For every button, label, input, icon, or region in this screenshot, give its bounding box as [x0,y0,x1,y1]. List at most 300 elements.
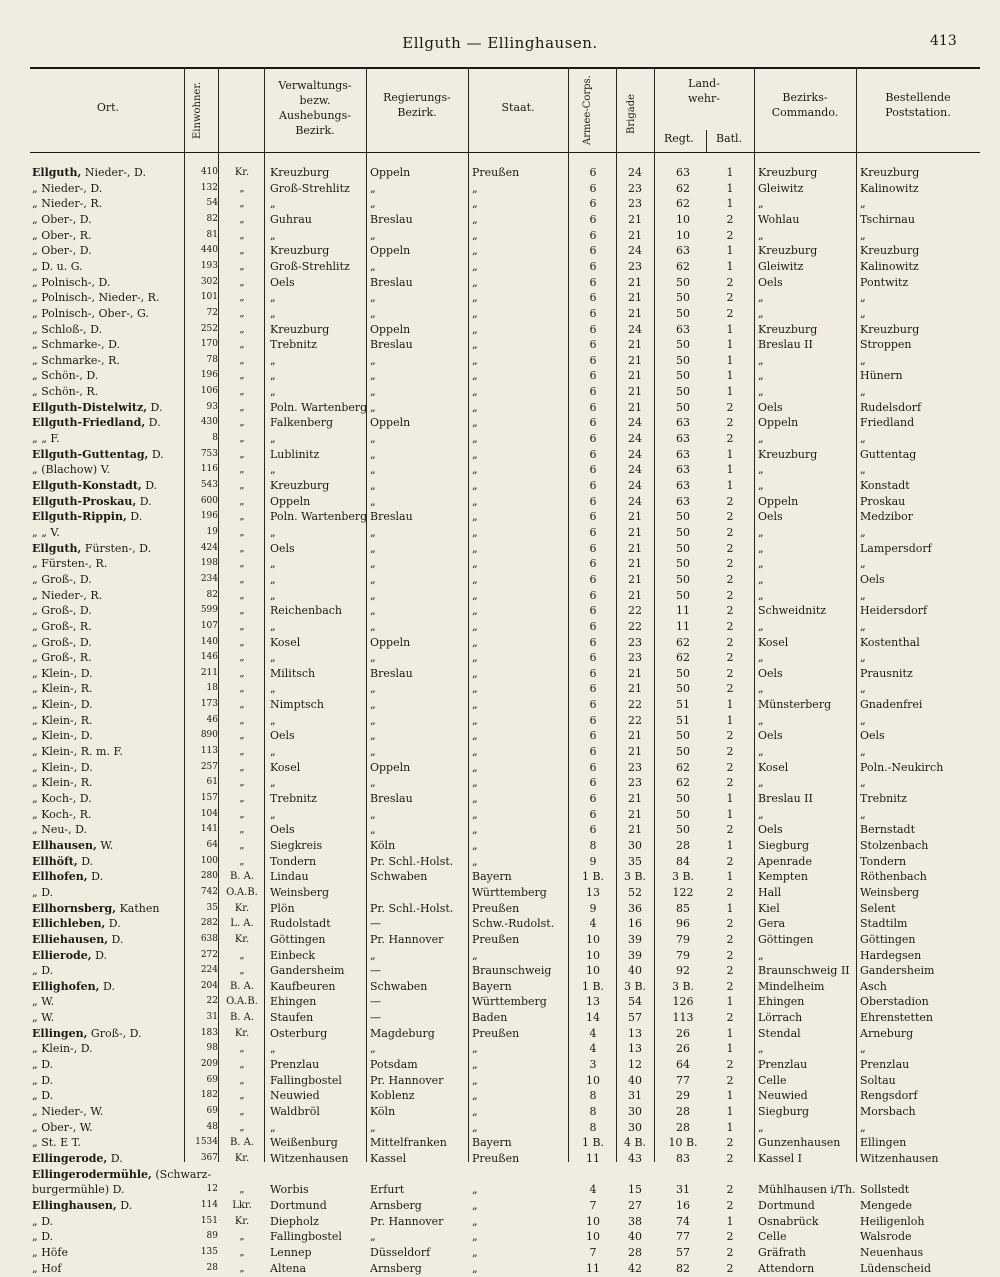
cell-cmd: „ [758,651,764,665]
cell-brig: 39 [628,932,642,946]
cell-post: Ellingen [860,1136,907,1150]
cell-place: „ Klein-, D. [32,698,93,712]
cell-corps: 6 [589,432,597,446]
cell-reg: „ [370,494,376,508]
cell-batl: 2 [726,932,734,946]
cell-place: „ Schmarke-, R. [32,353,120,367]
cell-kind: „ [239,620,245,632]
cell-post: Stolzenbach [860,838,929,852]
cell-pop: 182 [200,1090,218,1101]
table-row [0,227,1000,244]
cell-pop: 135 [200,1246,218,1257]
table-row [0,367,1000,384]
cell-corps: 11 [586,1151,600,1165]
cell-state: „ [472,306,478,320]
cell-cmd: Oels [758,666,783,680]
table-row [0,524,1000,541]
cell-state: „ [472,1198,478,1212]
cell-district: Falkenberg [270,416,334,430]
cell-state: „ [472,760,478,774]
cell-brig: 23 [628,776,642,790]
cell-post: „ [860,1042,866,1056]
cell-cmd: Celle [758,1073,787,1087]
table-row [0,540,1000,557]
cell-place: „ Klein-, R. m. F. [32,745,123,759]
cell-reg: „ [370,1120,376,1134]
table-row [0,493,1000,510]
cell-district: Fallingbostel [270,1230,342,1244]
cell-reg: — [370,917,381,931]
cell-state: „ [472,1120,478,1134]
cell-reg: „ [370,228,376,242]
cell-pop: 132 [200,182,218,193]
cell-pop: 302 [200,276,218,287]
cell-kind: L. A. [230,918,254,930]
cell-regt: 122 [672,885,694,899]
cell-reg: „ [370,572,376,586]
cell-regt: 77 [676,1230,690,1244]
place-main-name: Ellichleben, [32,917,106,931]
cell-brig: 31 [628,1089,642,1103]
cell-reg: „ [370,745,376,759]
cell-district: Prenzlau [270,1058,320,1072]
cell-reg: Breslau [370,275,413,289]
cell-district: „ [270,525,276,539]
cell-batl: 2 [726,917,734,931]
cell-state: Bayern [472,979,512,993]
header-staat: Staat. [501,101,535,114]
table-row [0,1087,1000,1104]
cell-cmd: Hall [758,885,782,899]
table-row [0,868,1000,885]
cell-brig: 21 [628,275,642,289]
table-row [0,195,1000,212]
cell-batl: 1 [726,181,734,195]
cell-district: Worbis [270,1183,309,1197]
cell-state: „ [472,713,478,727]
cell-regt: 16 [676,1198,690,1212]
table-row [0,587,1000,604]
cell-pop: 234 [200,573,218,584]
cell-cmd: Lörrach [758,1011,803,1025]
cell-place: „ Klein-, D. [32,729,93,743]
cell-state: „ [472,400,478,414]
cell-cmd: Prenzlau [758,1058,808,1072]
cell-cmd: Braunschweig II [758,964,850,978]
cell-corps: 6 [589,166,597,179]
cell-regt: 50 [676,745,690,759]
place-main-name: Ellguth, [32,166,82,179]
cell-regt: 63 [676,494,690,508]
cell-place: „ Klein-, R. [32,682,93,696]
cell-regt: 62 [676,651,690,665]
cell-cmd: Kreuzburg [758,447,818,461]
cell-district: Neuwied [270,1089,320,1103]
cell-district: Oels [270,275,295,289]
cell-post: Tschirnau [860,212,915,226]
cell-cmd: Celle [758,1230,787,1244]
cell-brig: 21 [628,369,642,383]
cell-place: „ D. [32,1230,54,1244]
cell-batl: 1 [726,1120,734,1134]
cell-place: „ D. [32,1214,54,1228]
cell-post: Stroppen [860,338,912,352]
cell-post: „ [860,588,866,602]
header-brigade: Brigade [626,94,637,135]
cell-reg: Magdeburg [370,1026,435,1040]
cell-corps: 6 [589,572,597,586]
cell-pop: 22 [206,996,218,1007]
cell-state: Bayern [472,870,512,884]
table-row [0,1166,1000,1183]
cell-district: Kosel [270,760,301,774]
cell-regt: 63 [676,479,690,492]
cell-state: „ [472,823,478,837]
landwehr-sub-divider [706,130,707,152]
table-row [0,1056,1000,1073]
cell-place: „ Groß-, R. [32,651,92,665]
cell-regt: 63 [676,416,690,430]
cell-regt: 85 [676,901,690,915]
cell-place: „ Polnisch-, D. [32,275,111,289]
cell-post: Kreuzburg [860,166,920,179]
cell-post: Hünern [860,369,903,383]
cell-reg: „ [370,557,376,571]
cell-brig: 24 [628,166,642,179]
cell-post: „ [860,228,866,242]
place-suffix: D. [108,932,124,946]
place-main-name: Ellhornsberg, [32,901,117,915]
cell-cmd: Ehingen [758,995,805,1009]
cell-kind: „ [239,965,245,977]
cell-regt: 28 [676,1105,690,1118]
running-head: Ellguth — Ellinghausen. [402,34,598,52]
cell-corps: 6 [589,181,597,195]
cell-place [32,853,184,870]
cell-place [32,477,184,494]
cell-district: Waldbröl [270,1105,320,1118]
table-row [0,790,1000,807]
cell-state: „ [472,338,478,352]
cell-reg: Breslau [370,792,413,805]
cell-kind: „ [239,1231,245,1243]
cell-state: „ [472,1261,478,1275]
cell-batl: 1 [726,1026,734,1040]
cell-brig: 27 [628,1198,642,1212]
cell-state: „ [472,635,478,649]
table-row [0,962,1000,979]
cell-post: Prenzlau [860,1058,910,1072]
cell-kind: „ [239,1090,245,1102]
cell-reg: „ [370,385,376,399]
cell-cmd: Kreuzburg [758,322,818,336]
place-suffix: Groß-, D. [87,1026,142,1040]
cell-regt: 62 [676,760,690,774]
cell-brig: 21 [628,228,642,242]
cell-brig: 21 [628,338,642,352]
table-row [0,1025,1000,1042]
cell-pop: 252 [200,323,218,334]
cell-kind: „ [239,573,245,585]
cell-brig: 22 [628,604,642,618]
cell-brig: 23 [628,635,642,649]
cell-reg: „ [370,604,376,618]
cell-kind: „ [239,777,245,789]
cell-state: „ [472,369,478,383]
cell-place [32,1166,212,1183]
cell-post: „ [860,776,866,790]
cell-post: Kalinowitz [860,259,919,273]
table-row [0,305,1000,322]
cell-cmd: „ [758,619,764,633]
cell-pop: 280 [200,871,218,882]
cell-kind: „ [239,855,245,867]
cell-place: „ Ober-, D. [32,244,92,258]
cell-brig: 21 [628,823,642,837]
cell-batl: 1 [726,385,734,399]
cell-post: Ehrenstetten [860,1011,933,1025]
cell-regt: 28 [676,838,690,852]
cell-post: „ [860,713,866,727]
cell-reg: — [370,964,381,978]
cell-reg: „ [370,1042,376,1056]
cell-district: „ [270,588,276,602]
cell-place: „ Nieder-, W. [32,1105,104,1118]
cell-cmd: „ [758,588,764,602]
cell-kind: „ [239,417,245,429]
cell-state: Württemberg [472,995,547,1009]
place-main-name: Ellighofen, [32,979,100,993]
cell-corps: 6 [589,619,597,633]
table-row [0,634,1000,651]
cell-kind: „ [239,1074,245,1086]
cell-corps: 6 [589,291,597,305]
cell-post: „ [860,385,866,399]
cell-corps: 6 [589,369,597,383]
cell-brig: 23 [628,760,642,774]
cell-district: Ehingen [270,995,317,1009]
cell-reg: Oppeln [370,416,411,430]
cell-corps: 6 [589,338,597,352]
cell-corps: 4 [589,917,597,931]
header-batl: Batl. [716,132,743,145]
cell-corps: 8 [589,1105,597,1118]
cell-state: „ [472,275,478,289]
place-main-name: Ellierode, [32,948,92,962]
cell-place: „ Groß-, D. [32,635,92,649]
cell-batl: 2 [726,510,734,524]
cell-pop: 599 [200,605,218,616]
cell-district: Plön [270,901,295,915]
cell-reg: „ [370,651,376,665]
cell-batl: 1 [726,338,734,352]
cell-reg: — [370,995,381,1009]
page-number: 413 [930,33,957,49]
cell-cmd: „ [758,353,764,367]
cell-corps: 6 [589,682,597,696]
cell-place: „ Schön-, R. [32,385,99,399]
cell-state: „ [472,181,478,195]
place-suffix: D. [126,510,143,524]
cell-kind: „ [239,667,245,679]
cell-regt: 51 [676,713,690,727]
cell-place: „ D. [32,885,54,899]
cell-cmd: Siegburg [758,1105,810,1118]
cell-kind: „ [239,683,245,695]
cell-pop: 100 [200,855,218,866]
cell-cmd: „ [758,682,764,696]
place-suffix: Nieder-, D. [81,166,146,179]
cell-cmd: „ [758,948,764,962]
cell-state: „ [472,557,478,571]
cell-corps: 6 [589,713,597,727]
cell-corps: 6 [589,212,597,226]
cell-corps: 9 [589,854,597,868]
cell-brig: 24 [628,463,642,477]
cell-kind: „ [239,370,245,382]
cell-state: „ [472,854,478,868]
cell-state: „ [472,228,478,242]
cell-cmd: Dortmund [758,1198,815,1212]
place-suffix: D. [107,1151,123,1165]
cell-state: „ [472,1073,478,1087]
cell-post: Oels [860,729,885,743]
table-row [0,743,1000,760]
cell-state: „ [472,432,478,446]
cell-reg: „ [370,698,376,712]
cell-batl: 1 [726,838,734,852]
cell-pop: 742 [200,886,218,897]
cell-brig: 24 [628,479,642,492]
cell-state: „ [472,838,478,852]
cell-pop: 367 [200,1152,218,1163]
cell-regt: 63 [676,166,690,179]
cell-reg: „ [370,447,376,461]
cell-regt: 3 B. [671,870,695,884]
cell-cmd: „ [758,479,764,492]
cell-pop: 82 [206,213,218,224]
cell-district: Rudolstadt [270,917,331,931]
cell-post: „ [860,525,866,539]
cell-corps: 6 [589,651,597,665]
cell-place: „ Groß-, R. [32,619,92,633]
table-row [0,993,1000,1010]
cell-pop: 257 [200,761,218,772]
cell-state: „ [472,651,478,665]
cell-corps: 6 [589,322,597,336]
cell-state: „ [472,807,478,821]
cell-post: Pontwitz [860,275,909,289]
cell-state: „ [472,948,478,962]
cell-district: Witzenhausen [270,1151,349,1165]
cell-batl: 2 [726,635,734,649]
cell-regt: 10 B. [668,1136,698,1150]
top-rule [30,67,980,69]
cell-kind: „ [239,1043,245,1055]
cell-pop: 272 [200,949,218,960]
cell-reg: Pr. Hannover [370,1214,444,1228]
cell-batl: 2 [726,1198,734,1212]
place-main-name: Ellinghausen, [32,1198,117,1212]
cell-post: Asch [860,979,887,993]
cell-kind: „ [239,495,245,507]
cell-regt: 11 [676,604,690,618]
cell-post: „ [860,353,866,367]
cell-state: Preußen [472,1151,520,1165]
place-main-name: Ellguth-Guttentag, [32,447,149,461]
header-poststation: Bestellende Poststation. [885,91,951,119]
cell-kind: „ [239,542,245,554]
cell-kind: Kr. [234,902,250,914]
cell-batl: 2 [726,541,734,555]
table-row [0,1213,1000,1230]
cell-regt: 50 [676,557,690,571]
cell-reg: „ [370,291,376,305]
cell-brig: 24 [628,447,642,461]
cell-corps: 6 [589,698,597,712]
cell-reg: „ [370,306,376,320]
cell-post: Röthenbach [860,870,927,884]
cell-brig: 54 [628,995,642,1009]
cell-batl: 1 [726,1089,734,1103]
cell-reg: Pr. Schl.-Holst. [370,854,454,868]
cell-state: „ [472,291,478,305]
cell-batl: 2 [726,557,734,571]
place-suffix: D. [136,494,152,508]
cell-reg: „ [370,588,376,602]
cell-kind: B. A. [229,980,255,992]
cell-district: Kaufbeuren [270,979,336,993]
place-suffix: D. [148,447,164,461]
cell-batl: 2 [726,400,734,414]
cell-batl: 2 [726,729,734,743]
cell-reg: Pr. Hannover [370,1073,444,1087]
cell-batl: 1 [726,463,734,477]
cell-pop: 12 [206,1184,218,1195]
cell-post: „ [860,291,866,305]
cell-kind: „ [239,511,245,523]
cell-cmd: „ [758,306,764,320]
cell-regt: 83 [676,1151,690,1165]
cell-reg: „ [370,619,376,633]
cell-corps: 6 [589,525,597,539]
cell-state: „ [472,197,478,211]
cell-corps: 7 [589,1245,597,1259]
cell-corps: 6 [589,729,597,743]
table-row [0,915,1000,932]
cell-corps: 6 [589,541,597,555]
cell-kind: „ [239,1106,245,1117]
cell-kind: „ [239,1246,245,1258]
table-row [0,461,1000,478]
cell-kind: B. A. [229,1012,255,1024]
cell-district: „ [270,745,276,759]
cell-kind: Kr. [234,1215,250,1227]
cell-reg: „ [370,479,376,492]
cell-cmd: Schweidnitz [758,604,827,618]
cell-pop: 157 [200,793,218,803]
table-row [0,696,1000,713]
cell-pop: 89 [206,1231,218,1242]
cell-cmd: „ [758,369,764,383]
cell-corps: 4 [589,1183,597,1197]
cell-post: Mengede [860,1198,912,1212]
cell-post: Hardegsen [860,948,922,962]
cell-regt: 50 [676,729,690,743]
cell-batl: 1 [726,1105,734,1118]
cell-place [32,947,184,964]
place-main-name: Ellingerodermühle, [32,1167,152,1181]
